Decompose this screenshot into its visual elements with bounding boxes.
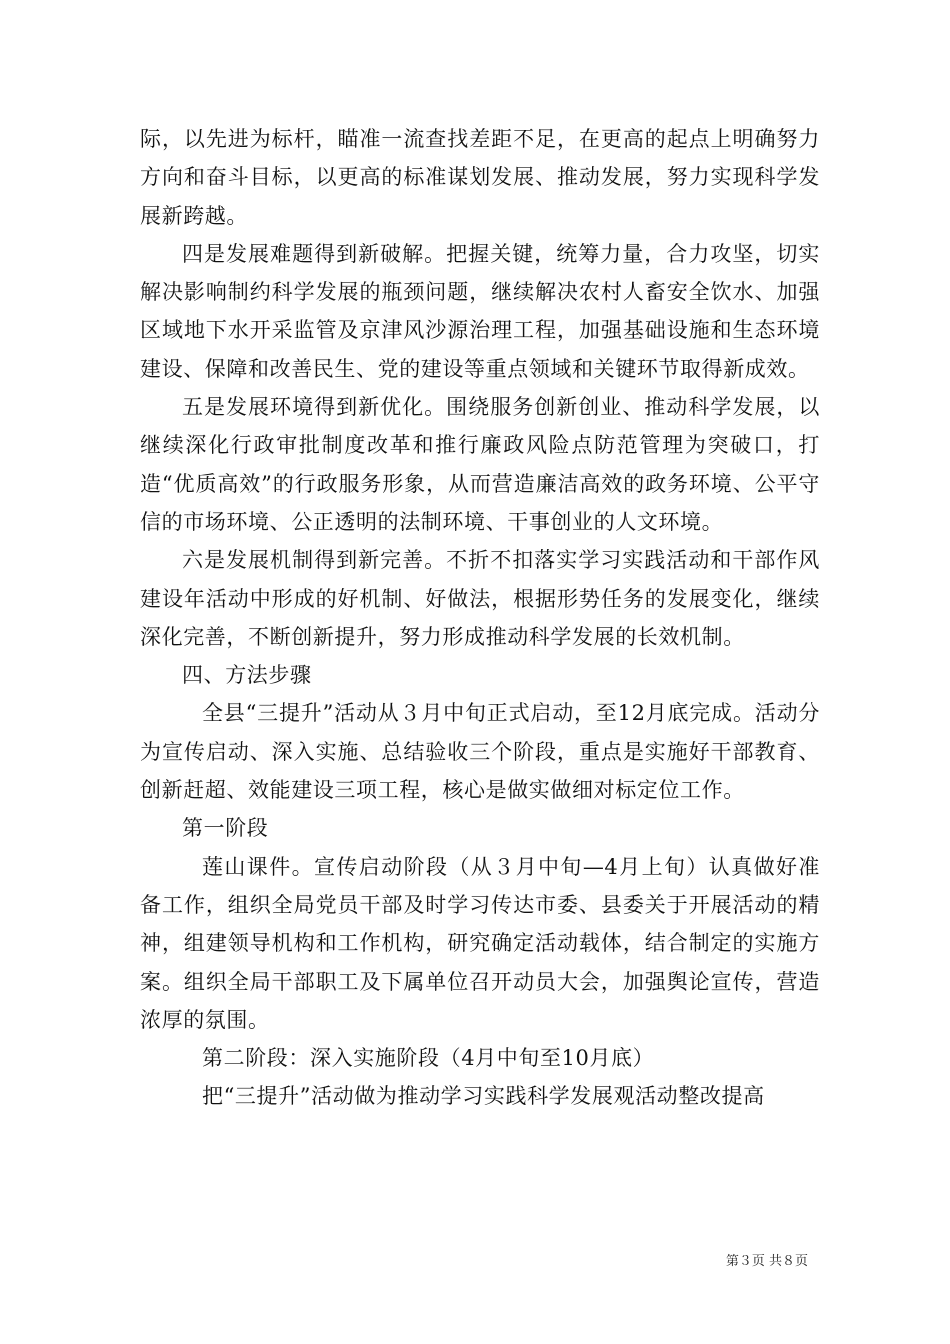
section-heading-methods: 四、方法步骤	[182, 663, 312, 688]
stage-one-heading: 第一阶段	[182, 816, 269, 841]
paragraph-stage-one: 莲山课件。宣传启动阶段（从３月中旬—4月上旬）认真做好准备工作，组织全局党员干部及时学习传达市委、县委关于开展活动的精神，组建领导机构和工作机构，研究确定活动载体，结合制定的实施方案。组织全局干部职工及下属单位召开动员大会，加强舆论宣传，营造浓厚的氛围。	[140, 854, 820, 1032]
paragraph-point-five: 五是发展环境得到新优化。围绕服务创新创业、推动科学发展，以继续深化行政审批制度改革和推行廉政风险点防范管理为突破口，打造“优质高效”的行政服务形象，从而营造廉洁高效的政务环境、公平守信的市场环境、公正透明的法制环境、干事创业的人文环境。	[140, 395, 820, 534]
stage-two-heading: 第二阶段：深入实施阶段（4月中旬至10月底）	[202, 1046, 655, 1071]
paragraph-continuation: 际，以先进为标杆，瞄准一流查找差距不足，在更高的起点上明确努力方向和奋斗目标，以更高的标准谋划发展、推动发展，努力实现科学发展新跨越。	[140, 127, 820, 228]
paragraph-overview: 全县“三提升”活动从３月中旬正式启动，至12月底完成。活动分为宣传启动、深入实施、总结验收三个阶段，重点是实施好干部教育、创新赶超、效能建设三项工程，核心是做实做细对标定位工作。	[140, 701, 820, 803]
page-number-footer: 第３页 共８页	[725, 1254, 808, 1269]
paragraph-point-four: 四是发展难题得到新破解。把握关键，统筹力量，合力攻坚，切实解决影响制约科学发展的瓶颈问题，继续解决农村人畜安全饮水、加强区域地下水开采监管及京津风沙源治理工程，加强基础设施和生态环境建设、保障和改善民生、党的建设等重点领域和关键环节取得新成效。	[140, 241, 820, 381]
document-body	[140, 120, 820, 1116]
paragraph-point-six: 六是发展机制得到新完善。不折不扣落实学习实践活动和干部作风建设年活动中形成的好机制、好做法，根据形势任务的发展变化，继续深化完善，不断创新提升，努力形成推动科学发展的长效机制。	[140, 548, 820, 649]
paragraph-stage-two: 把“三提升”活动做为推动学习实践科学发展观活动整改提高	[202, 1084, 765, 1109]
